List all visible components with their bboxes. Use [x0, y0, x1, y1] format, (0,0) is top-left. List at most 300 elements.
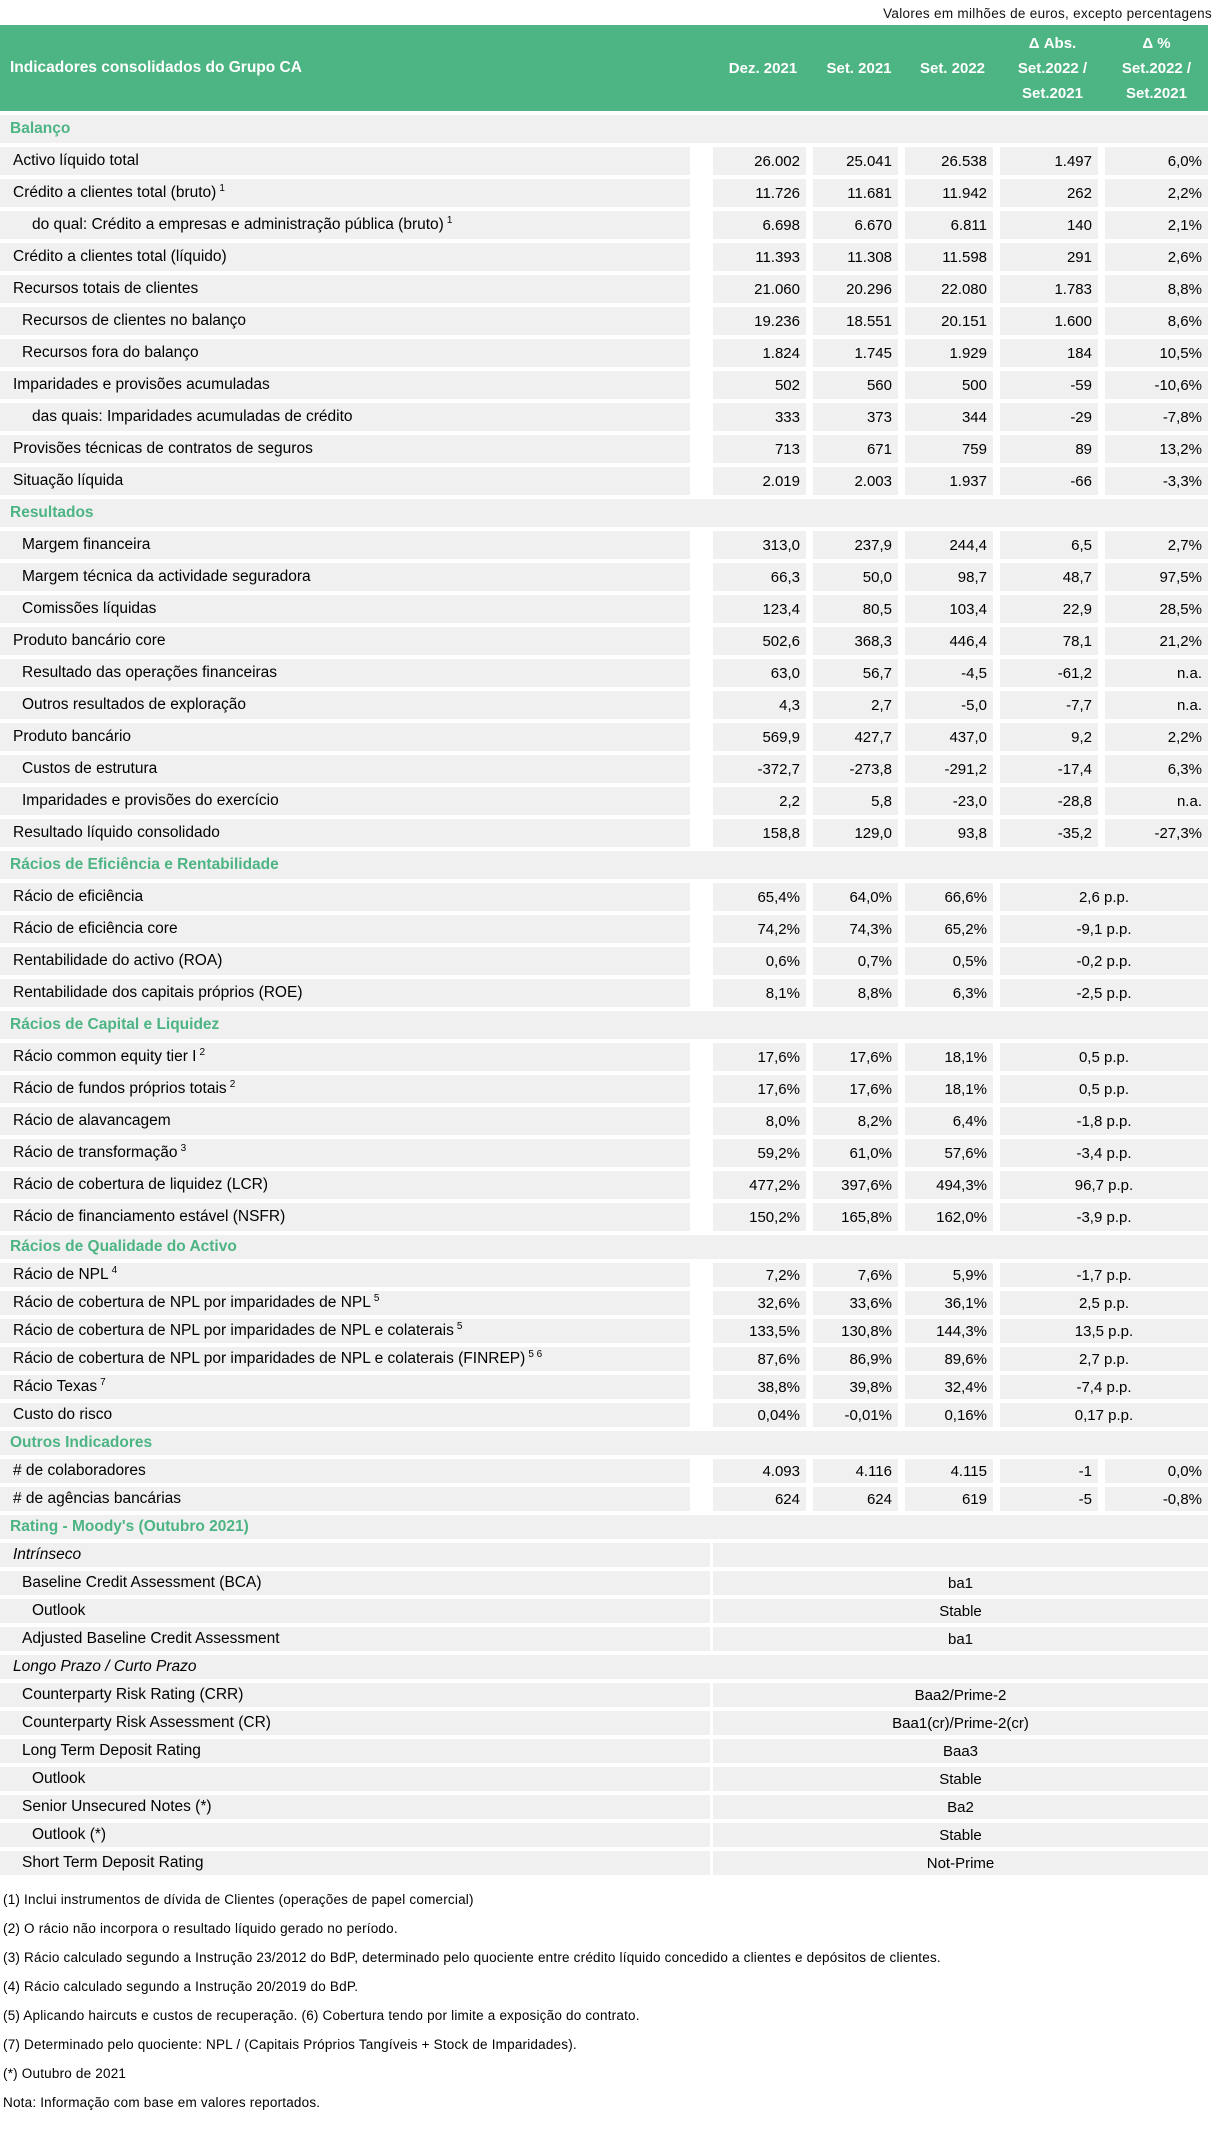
- value-set-2021: 5,8: [813, 787, 898, 815]
- table-row: [0, 947, 1208, 975]
- column-header-line: [905, 31, 1000, 56]
- table-row: [0, 1823, 1208, 1847]
- value-delta-pct: 8,6%: [1105, 307, 1208, 335]
- value-dez-2021: 17,6%: [713, 1043, 806, 1071]
- row-label: Outlook: [0, 1599, 710, 1623]
- column-headers: [713, 25, 1208, 111]
- value-set-2022: 1.929: [905, 339, 993, 367]
- rating-value: ba1: [713, 1627, 1208, 1651]
- footnote-ref: 2: [229, 1079, 236, 1090]
- value-dez-2021: -372,7: [713, 755, 806, 783]
- value-delta-abs: -1: [1000, 1459, 1098, 1483]
- table-row: [0, 467, 1208, 495]
- footnote-line: (1) Inclui instrumentos de dívida de Clientes (operações de papel comercial): [3, 1892, 474, 1907]
- value-delta-pct: -3,3%: [1105, 467, 1208, 495]
- table-row: [0, 1571, 1208, 1595]
- value-delta-pp: 2,6 p.p.: [1000, 883, 1208, 911]
- value-delta-abs: 1.783: [1000, 275, 1098, 303]
- value-set-2022: 57,6%: [905, 1139, 993, 1167]
- section-header-row: [0, 1011, 1208, 1039]
- row-label: Baseline Credit Assessment (BCA): [0, 1571, 710, 1595]
- footnote-line: (5) Aplicando haircuts e custos de recuperação. (6) Cobertura tendo por limite a exposição do contrato.: [3, 2008, 640, 2023]
- value-set-2022: 162,0%: [905, 1203, 993, 1231]
- row-label: # de colaboradores: [0, 1459, 690, 1483]
- row-label: Custos de estrutura: [0, 755, 690, 783]
- value-set-2022: 36,1%: [905, 1291, 993, 1315]
- table-header: [0, 25, 1208, 111]
- table-row: [0, 659, 1208, 687]
- table-row: [0, 1043, 1208, 1071]
- column-header-line: Δ %: [1142, 34, 1171, 52]
- section-header-row: [0, 1515, 1208, 1539]
- value-dez-2021: 313,0: [713, 531, 806, 559]
- footnote-line: Nota: Informação com base em valores reportados.: [3, 2095, 321, 2110]
- section-header-row: [0, 851, 1208, 879]
- row-label: Produto bancário core: [0, 627, 690, 655]
- table-row: [0, 1319, 1208, 1343]
- table-row: [0, 1075, 1208, 1103]
- row-label: Rácio de cobertura de NPL por imparidades de NPL 5: [0, 1291, 690, 1315]
- footnote-ref: 7: [100, 1377, 106, 1388]
- value-delta-pct: 28,5%: [1105, 595, 1208, 623]
- value-delta-abs: 6,5: [1000, 531, 1098, 559]
- value-dez-2021: 713: [713, 435, 806, 463]
- row-label: Margem financeira: [0, 531, 690, 559]
- value-set-2021: 624: [813, 1487, 898, 1511]
- row-label: Provisões técnicas de contratos de seguros: [0, 435, 690, 463]
- footnote-ref: 3: [180, 1143, 187, 1154]
- table-row: [0, 1459, 1208, 1483]
- value-set-2021: 86,9%: [813, 1347, 898, 1371]
- value-set-2022: 103,4: [905, 595, 993, 623]
- value-dez-2021: 624: [713, 1487, 806, 1511]
- value-delta-abs: 89: [1000, 435, 1098, 463]
- section-title: Rating - Moody's (Outubro 2021): [0, 1515, 1208, 1539]
- value-set-2021: 427,7: [813, 723, 898, 751]
- value-delta-abs: 9,2: [1000, 723, 1098, 751]
- value-dez-2021: 123,4: [713, 595, 806, 623]
- table-row: [0, 435, 1208, 463]
- rating-value: Ba2: [713, 1795, 1208, 1819]
- table-row: [0, 1795, 1208, 1819]
- section-header-row: [0, 1431, 1208, 1455]
- value-set-2021: 20.296: [813, 275, 898, 303]
- footnote-line: (3) Rácio calculado segundo a Instrução 23/2012 do BdP, determinado pelo quociente entre crédito líquido concedido a clientes e depósitos de clientes.: [3, 1950, 941, 1965]
- table-row: [0, 1627, 1208, 1651]
- value-delta-abs: -66: [1000, 467, 1098, 495]
- value-delta-pct: 8,8%: [1105, 275, 1208, 303]
- value-delta-pp: 0,5 p.p.: [1000, 1043, 1208, 1071]
- rating-value: Baa1(cr)/Prime-2(cr): [713, 1711, 1208, 1735]
- row-label: Outros resultados de exploração: [0, 691, 690, 719]
- row-label: Crédito a clientes total (bruto) 1: [0, 179, 690, 207]
- value-delta-pp: -2,5 p.p.: [1000, 979, 1208, 1007]
- value-delta-abs: -61,2: [1000, 659, 1098, 687]
- value-dez-2021: 2,2: [713, 787, 806, 815]
- section-title: Resultados: [0, 499, 1208, 527]
- value-set-2021: 165,8%: [813, 1203, 898, 1231]
- column-header-line: Δ Abs.: [1028, 34, 1077, 52]
- value-delta-pct: 2,1%: [1105, 211, 1208, 239]
- column-header-delta-pct: [1105, 25, 1208, 111]
- section-header-row: [0, 499, 1208, 527]
- value-set-2022: 89,6%: [905, 1347, 993, 1371]
- column-header-dez-2021: [713, 25, 813, 111]
- value-set-2022: 0,16%: [905, 1403, 993, 1427]
- table-row: [0, 1403, 1208, 1427]
- table-row: [0, 1543, 1208, 1567]
- value-set-2021: 11.681: [813, 179, 898, 207]
- row-label: Recursos totais de clientes: [0, 275, 690, 303]
- value-set-2022: 1.937: [905, 467, 993, 495]
- value-delta-pct: 2,7%: [1105, 531, 1208, 559]
- value-dez-2021: 150,2%: [713, 1203, 806, 1231]
- row-label: Outlook (*): [0, 1823, 710, 1847]
- value-delta-abs: 262: [1000, 179, 1098, 207]
- value-dez-2021: 26.002: [713, 147, 806, 175]
- row-label: Outlook: [0, 1767, 710, 1791]
- value-set-2022: 11.942: [905, 179, 993, 207]
- column-header-line: Set. 2021: [826, 59, 892, 77]
- value-set-2021: 17,6%: [813, 1075, 898, 1103]
- row-label: Rentabilidade do activo (ROA): [0, 947, 690, 975]
- table-row: [0, 1767, 1208, 1791]
- value-dez-2021: 74,2%: [713, 915, 806, 943]
- value-set-2021: -0,01%: [813, 1403, 898, 1427]
- table-row: [0, 723, 1208, 751]
- value-delta-pct: 6,0%: [1105, 147, 1208, 175]
- value-delta-pct: n.a.: [1105, 787, 1208, 815]
- row-label: das quais: Imparidades acumuladas de crédito: [0, 403, 690, 431]
- table-row: [0, 211, 1208, 239]
- footnote-ref: 1: [219, 183, 225, 194]
- row-label: Resultado líquido consolidado: [0, 819, 690, 847]
- value-delta-pct: -0,8%: [1105, 1487, 1208, 1511]
- value-set-2022: 32,4%: [905, 1375, 993, 1399]
- value-set-2021: 368,3: [813, 627, 898, 655]
- value-set-2021: 56,7: [813, 659, 898, 687]
- column-header-set-2021: [813, 25, 905, 111]
- table-row: [0, 1599, 1208, 1623]
- value-delta-abs: -28,8: [1000, 787, 1098, 815]
- value-delta-pct: -27,3%: [1105, 819, 1208, 847]
- rating-value-cell: [713, 1543, 1208, 1567]
- value-set-2022: 4.115: [905, 1459, 993, 1483]
- value-set-2021: -273,8: [813, 755, 898, 783]
- table-row: [0, 1851, 1208, 1875]
- row-label: Recursos de clientes no balanço: [0, 307, 690, 335]
- table-row: [0, 1683, 1208, 1707]
- row-label: Imparidades e provisões acumuladas: [0, 371, 690, 399]
- column-header-line: Dez. 2021: [728, 59, 798, 77]
- column-header-line: Set.2022 /: [1121, 59, 1192, 77]
- value-set-2021: 560: [813, 371, 898, 399]
- row-label: Rácio common equity tier I 2: [0, 1043, 690, 1071]
- rating-value: Not-Prime: [713, 1851, 1208, 1875]
- table-row: [0, 1171, 1208, 1199]
- value-dez-2021: 11.726: [713, 179, 806, 207]
- value-set-2022: 244,4: [905, 531, 993, 559]
- units-note: Valores em milhões de euros, excepto percentagens: [883, 6, 1212, 21]
- section-header-row: [0, 115, 1208, 143]
- row-label: Crédito a clientes total (líquido): [0, 243, 690, 271]
- value-delta-abs: -7,7: [1000, 691, 1098, 719]
- value-dez-2021: 0,04%: [713, 1403, 806, 1427]
- row-label: Custo do risco: [0, 1403, 690, 1427]
- table-row: [0, 563, 1208, 591]
- value-set-2021: 33,6%: [813, 1291, 898, 1315]
- value-dez-2021: 2.019: [713, 467, 806, 495]
- value-delta-abs: 1.497: [1000, 147, 1098, 175]
- value-dez-2021: 65,4%: [713, 883, 806, 911]
- table-row: [0, 1203, 1208, 1231]
- subsection-label: Intrínseco: [0, 1543, 710, 1567]
- value-delta-abs: 22,9: [1000, 595, 1098, 623]
- value-set-2022: 6,4%: [905, 1107, 993, 1135]
- value-dez-2021: 63,0: [713, 659, 806, 687]
- value-set-2021: 130,8%: [813, 1319, 898, 1343]
- value-dez-2021: 6.698: [713, 211, 806, 239]
- row-label: Rácio de financiamento estável (NSFR): [0, 1203, 690, 1231]
- table-row: [0, 915, 1208, 943]
- footnote-ref: 5 6: [528, 1349, 543, 1360]
- value-dez-2021: 502: [713, 371, 806, 399]
- value-delta-pct: 13,2%: [1105, 435, 1208, 463]
- value-set-2022: 500: [905, 371, 993, 399]
- value-delta-pp: 96,7 p.p.: [1000, 1171, 1208, 1199]
- rating-value: ba1: [713, 1571, 1208, 1595]
- table-row: [0, 1107, 1208, 1135]
- footnote-ref: 5: [456, 1321, 463, 1332]
- table-row: [0, 307, 1208, 335]
- row-label: Situação líquida: [0, 467, 690, 495]
- value-dez-2021: 87,6%: [713, 1347, 806, 1371]
- value-dez-2021: 8,1%: [713, 979, 806, 1007]
- value-delta-abs: 48,7: [1000, 563, 1098, 591]
- value-set-2022: 93,8: [905, 819, 993, 847]
- value-delta-abs: -59: [1000, 371, 1098, 399]
- table-row: [0, 1263, 1208, 1287]
- value-delta-pct: n.a.: [1105, 659, 1208, 687]
- table-row: [0, 243, 1208, 271]
- value-set-2022: 494,3%: [905, 1171, 993, 1199]
- value-dez-2021: 21.060: [713, 275, 806, 303]
- footnote-line: (*) Outubro de 2021: [3, 2066, 127, 2081]
- value-delta-abs: -35,2: [1000, 819, 1098, 847]
- value-set-2021: 237,9: [813, 531, 898, 559]
- table-row: [0, 1291, 1208, 1315]
- table-row: [0, 1655, 1208, 1679]
- row-label: Rácio de eficiência core: [0, 915, 690, 943]
- footnote-ref: 2: [199, 1047, 206, 1058]
- column-header-line: Set.2021: [1126, 84, 1187, 102]
- row-label: Rácio de transformação 3: [0, 1139, 690, 1167]
- table-row: [0, 1375, 1208, 1399]
- table-row: [0, 371, 1208, 399]
- table-row: [0, 179, 1208, 207]
- row-label: Rácio de cobertura de NPL por imparidades de NPL e colaterais (FINREP) 5 6: [0, 1347, 690, 1371]
- row-label: Rácio de cobertura de liquidez (LCR): [0, 1171, 690, 1199]
- subsection-label: Longo Prazo / Curto Prazo: [0, 1655, 1208, 1679]
- section-header-row: [0, 1235, 1208, 1259]
- column-header-line: Set. 2022: [919, 59, 986, 77]
- column-header-line: [713, 31, 813, 56]
- table-row: [0, 275, 1208, 303]
- footnote-ref: 5: [373, 1293, 380, 1304]
- section-title: Rácios de Eficiência e Rentabilidade: [0, 851, 1208, 879]
- column-header-delta-abs: [1000, 25, 1105, 111]
- row-label: Rácio de alavancagem: [0, 1107, 690, 1135]
- rating-value: Baa3: [713, 1739, 1208, 1763]
- value-set-2021: 17,6%: [813, 1043, 898, 1071]
- value-dez-2021: 0,6%: [713, 947, 806, 975]
- row-label: Senior Unsecured Notes (*): [0, 1795, 710, 1819]
- value-dez-2021: 66,3: [713, 563, 806, 591]
- value-dez-2021: 7,2%: [713, 1263, 806, 1287]
- column-header-line: Set.2022 /: [1017, 59, 1088, 77]
- value-set-2021: 8,2%: [813, 1107, 898, 1135]
- row-label: do qual: Crédito a empresas e administração pública (bruto) 1: [0, 211, 690, 239]
- row-label: Rácio Texas 7: [0, 1375, 690, 1399]
- value-dez-2021: 11.393: [713, 243, 806, 271]
- value-set-2022: 344: [905, 403, 993, 431]
- value-delta-pct: 97,5%: [1105, 563, 1208, 591]
- value-dez-2021: 19.236: [713, 307, 806, 335]
- value-delta-pp: -9,1 p.p.: [1000, 915, 1208, 943]
- value-set-2022: 0,5%: [905, 947, 993, 975]
- value-set-2022: 5,9%: [905, 1263, 993, 1287]
- value-set-2022: 144,3%: [905, 1319, 993, 1343]
- value-set-2021: 671: [813, 435, 898, 463]
- value-delta-pp: -1,7 p.p.: [1000, 1263, 1208, 1287]
- table-row: [0, 787, 1208, 815]
- value-dez-2021: 8,0%: [713, 1107, 806, 1135]
- value-set-2022: -5,0: [905, 691, 993, 719]
- value-dez-2021: 4,3: [713, 691, 806, 719]
- value-delta-pct: 0,0%: [1105, 1459, 1208, 1483]
- table-title: Indicadores consolidados do Grupo CA: [10, 59, 302, 76]
- value-set-2022: 446,4: [905, 627, 993, 655]
- row-label: Adjusted Baseline Credit Assessment: [0, 1627, 710, 1651]
- table-row: [0, 1711, 1208, 1735]
- column-header-line: Set.2021: [1022, 84, 1083, 102]
- value-set-2021: 1.745: [813, 339, 898, 367]
- table-row: [0, 627, 1208, 655]
- section-title: Rácios de Capital e Liquidez: [0, 1011, 1208, 1039]
- value-delta-abs: 1.600: [1000, 307, 1098, 335]
- row-label: Margem técnica da actividade seguradora: [0, 563, 690, 591]
- value-delta-pp: 13,5 p.p.: [1000, 1319, 1208, 1343]
- value-dez-2021: 158,8: [713, 819, 806, 847]
- row-label: Comissões líquidas: [0, 595, 690, 623]
- row-label: Counterparty Risk Rating (CRR): [0, 1683, 710, 1707]
- value-delta-pct: 10,5%: [1105, 339, 1208, 367]
- value-dez-2021: 32,6%: [713, 1291, 806, 1315]
- table-row: [0, 1487, 1208, 1511]
- value-set-2022: 66,6%: [905, 883, 993, 911]
- value-set-2021: 2.003: [813, 467, 898, 495]
- row-label: Long Term Deposit Rating: [0, 1739, 710, 1763]
- value-delta-abs: 140: [1000, 211, 1098, 239]
- value-dez-2021: 477,2%: [713, 1171, 806, 1199]
- footnote-ref: 4: [111, 1265, 118, 1276]
- row-label: Short Term Deposit Rating: [0, 1851, 710, 1875]
- value-set-2022: 22.080: [905, 275, 993, 303]
- value-dez-2021: 569,9: [713, 723, 806, 751]
- table-row: [0, 691, 1208, 719]
- row-label: Rácio de NPL 4: [0, 1263, 690, 1287]
- value-delta-abs: 78,1: [1000, 627, 1098, 655]
- value-dez-2021: 502,6: [713, 627, 806, 655]
- value-delta-abs: -17,4: [1000, 755, 1098, 783]
- value-delta-pp: -0,2 p.p.: [1000, 947, 1208, 975]
- rating-value: Stable: [713, 1823, 1208, 1847]
- row-label: Rácio de cobertura de NPL por imparidades de NPL e colaterais 5: [0, 1319, 690, 1343]
- footnote-line: (2) O rácio não incorpora o resultado líquido gerado no período.: [3, 1921, 398, 1936]
- row-label: Rácio de eficiência: [0, 883, 690, 911]
- value-set-2021: 4.116: [813, 1459, 898, 1483]
- table-row: [0, 755, 1208, 783]
- value-set-2021: 80,5: [813, 595, 898, 623]
- value-delta-pp: 2,7 p.p.: [1000, 1347, 1208, 1371]
- value-delta-abs: -29: [1000, 403, 1098, 431]
- value-set-2022: 26.538: [905, 147, 993, 175]
- row-label: Produto bancário: [0, 723, 690, 751]
- value-set-2021: 2,7: [813, 691, 898, 719]
- value-delta-pct: -7,8%: [1105, 403, 1208, 431]
- value-set-2022: 759: [905, 435, 993, 463]
- value-set-2022: -23,0: [905, 787, 993, 815]
- value-delta-pp: 2,5 p.p.: [1000, 1291, 1208, 1315]
- rating-value: Stable: [713, 1767, 1208, 1791]
- value-set-2022: 20.151: [905, 307, 993, 335]
- value-set-2021: 64,0%: [813, 883, 898, 911]
- value-delta-pp: 0,17 p.p.: [1000, 1403, 1208, 1427]
- column-header-line: [813, 31, 905, 56]
- row-label: # de agências bancárias: [0, 1487, 690, 1511]
- value-dez-2021: 17,6%: [713, 1075, 806, 1103]
- value-delta-pct: 2,6%: [1105, 243, 1208, 271]
- value-set-2021: 18.551: [813, 307, 898, 335]
- value-set-2022: 18,1%: [905, 1043, 993, 1071]
- table-row: [0, 883, 1208, 911]
- value-set-2021: 373: [813, 403, 898, 431]
- value-set-2021: 8,8%: [813, 979, 898, 1007]
- row-label: Counterparty Risk Assessment (CR): [0, 1711, 710, 1735]
- value-set-2022: 98,7: [905, 563, 993, 591]
- row-label: Rentabilidade dos capitais próprios (ROE): [0, 979, 690, 1007]
- value-delta-abs: 291: [1000, 243, 1098, 271]
- value-delta-pct: 21,2%: [1105, 627, 1208, 655]
- indicators-table: [0, 115, 1208, 1875]
- row-label: Recursos fora do balanço: [0, 339, 690, 367]
- value-set-2022: 11.598: [905, 243, 993, 271]
- rating-value: Stable: [713, 1599, 1208, 1623]
- value-delta-pct: n.a.: [1105, 691, 1208, 719]
- value-set-2021: 397,6%: [813, 1171, 898, 1199]
- value-dez-2021: 133,5%: [713, 1319, 806, 1343]
- value-delta-pct: 6,3%: [1105, 755, 1208, 783]
- value-set-2021: 129,0: [813, 819, 898, 847]
- value-set-2022: 437,0: [905, 723, 993, 751]
- value-delta-pct: 2,2%: [1105, 723, 1208, 751]
- table-row: [0, 403, 1208, 431]
- column-header-line: [905, 81, 1000, 106]
- table-row: [0, 819, 1208, 847]
- value-set-2021: 25.041: [813, 147, 898, 175]
- section-title: Rácios de Qualidade do Activo: [0, 1235, 1208, 1259]
- value-dez-2021: 59,2%: [713, 1139, 806, 1167]
